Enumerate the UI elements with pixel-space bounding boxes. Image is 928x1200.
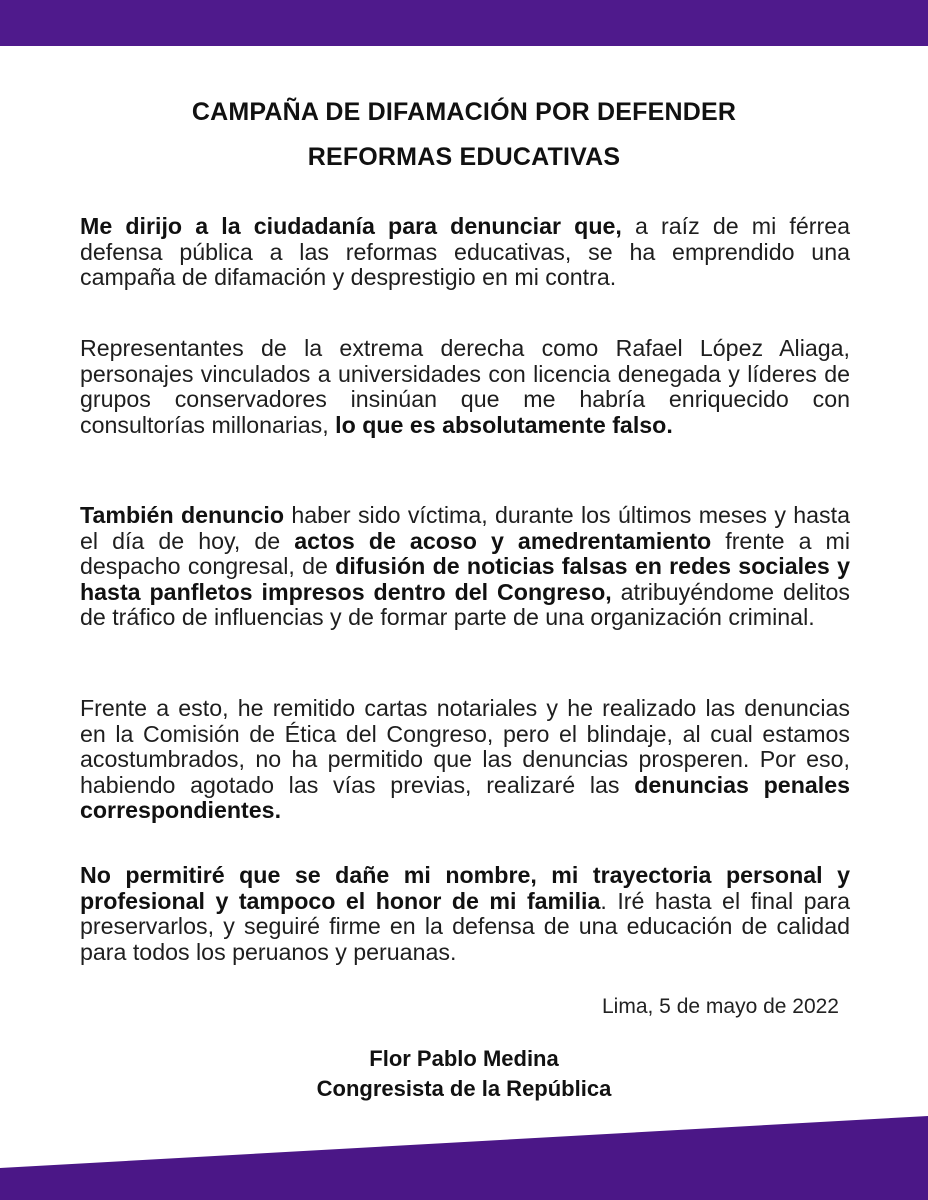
bottom-purple-band [0, 1110, 928, 1200]
paragraph-1 [80, 214, 850, 291]
paragraph-5-bold: No permitiré que se dañe mi nombre, mi trayectoria personal y profesional y tampoco el honor de mi familia [80, 862, 850, 914]
paragraph-5 [80, 863, 850, 965]
paragraph-1-text: a raíz de mi férrea defensa pública a las reformas educativas, se ha emprendido una campaña de difamación y desprestigio en mi contra. [80, 213, 851, 291]
paragraph-2-text: Representantes de la extrema derecha como Rafael López Aliaga, personajes vinculados a universidades con licencia denegada y líderes de grupos conservadores insinúan que me habría enriquecido con consultorías millonarias, [80, 335, 850, 438]
document-title-line-1: CAMPAÑA DE DIFAMACIÓN POR DEFENDER [191, 98, 737, 126]
paragraph-2-bold: lo que es absolutamente falso. [335, 411, 673, 438]
top-purple-bar [0, 0, 928, 46]
paragraph-1-bold: Me dirijo a la ciudadanía para denunciar que, [80, 213, 622, 239]
paragraph-3-bold-1: También denuncio [80, 502, 284, 528]
paragraph-3-text-3: atribuyéndome delitos de tráfico de influencias y de formar parte de una organización criminal. [80, 578, 850, 631]
document-title-line-2: REFORMAS EDUCATIVAS [307, 143, 621, 171]
paragraph-4-bold: denuncias penales correspondientes. [80, 771, 850, 824]
paragraph-3-bold-3: difusión de noticias falsas en redes sociales y hasta panfletos impresos dentro del Congreso, [80, 553, 850, 605]
signature-role: Congresista de la República [316, 1076, 612, 1101]
signature-name: Flor Pablo Medina [369, 1046, 559, 1071]
document-date: Lima, 5 de mayo de 2022 [602, 995, 839, 1018]
paragraph-3-bold-2: actos de acoso y amedrentamiento [294, 527, 712, 554]
paragraph-3-text-1: haber sido víctima, durante los últimos meses y hasta el día de hoy, de [80, 502, 850, 554]
paragraph-3 [80, 503, 850, 631]
paragraph-4-text: Frente a esto, he remitido cartas notariales y he realizado las denuncias en la Comisión de Ética del Congreso, pero el blindaje, al cual estamos acostumbrados, no ha permitido que las denuncias prosperen. Por eso, habiendo agotado las vías previas, realizaré las [80, 695, 850, 798]
paragraph-3-text-2: frente a mi despacho congresal, de [80, 527, 851, 580]
paragraph-4 [80, 696, 850, 824]
paragraph-2 [80, 336, 850, 438]
paragraph-5-text: . Iré hasta el final para preservarlos, y seguiré firme en la defensa de una educación de calidad para todos los peruanos y peruanas. [80, 887, 850, 965]
